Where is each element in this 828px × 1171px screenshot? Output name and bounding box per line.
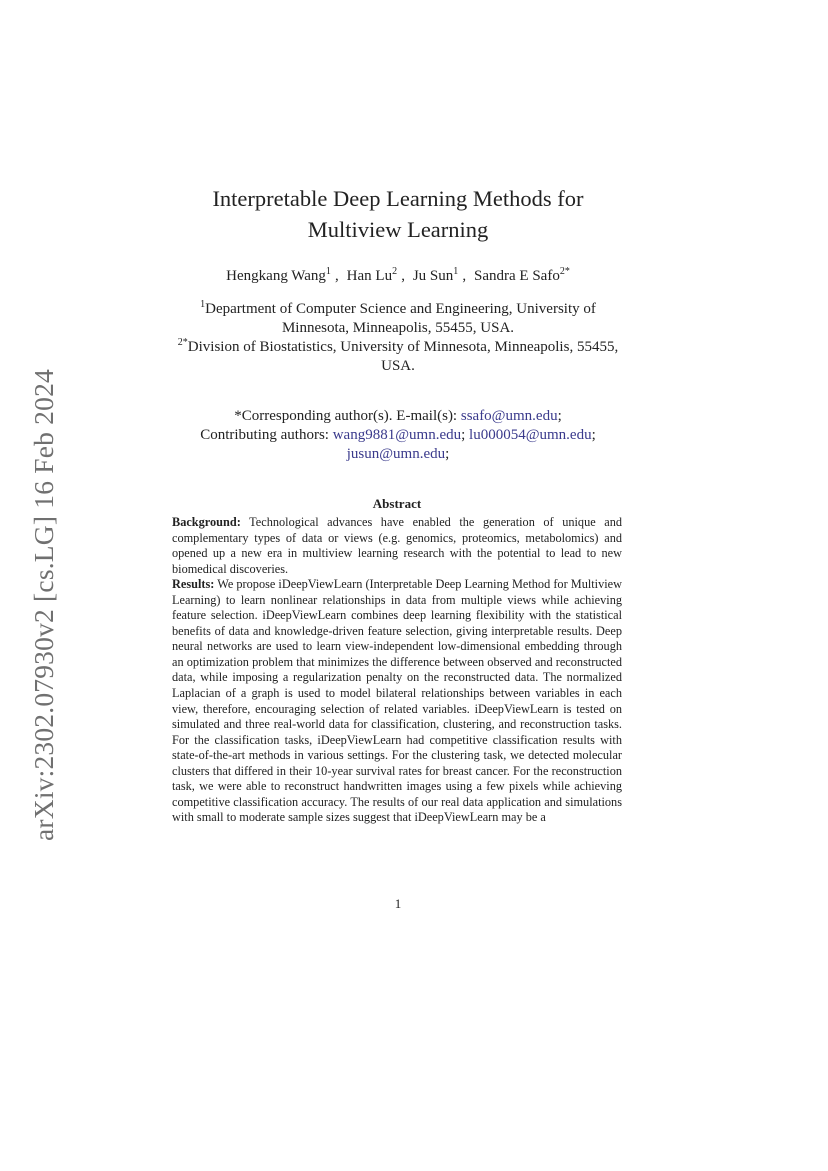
contributing-email-link[interactable]: wang9881@umn.edu: [332, 427, 462, 443]
abstract-results: [172, 577, 622, 826]
correspondence-block: *Corresponding author(s). E-mail(s): ssafo@umn.edu; Contributing authors: wang9881@umn.edu; lu000054@umn.edu; jusun@umn.edu;: [200, 408, 596, 462]
author-affiliation-mark: 2: [392, 266, 398, 277]
abstract-background: [172, 515, 622, 577]
author-list: Hengkang Wang$^1$ , Han Lu$^2$ , Ju Sun$^1$ , Sandra E Safo$^{2*}$: [226, 266, 570, 284]
background-label: Background:: [172, 515, 241, 529]
paper-title: [150, 183, 646, 245]
affiliation-line: Division of Biostatistics, University of Minnesota, Minneapolis, 55455,: [187, 339, 619, 355]
author-name: Han Lu: [346, 268, 393, 284]
author-name: Sandra E Safo: [474, 268, 560, 284]
author-name: Hengkang Wang: [226, 268, 326, 284]
affiliation-line: Department of Computer Science and Engineering, University of: [205, 301, 596, 317]
affiliation-line: USA.: [381, 357, 415, 374]
affiliation-2: [150, 338, 646, 375]
page-number: 1: [394, 896, 402, 911]
corresponding-email-link[interactable]: ssafo@umn.edu: [460, 408, 558, 424]
corresponding-label: *Corresponding author(s). E-mail(s):: [234, 408, 461, 424]
abstract-body: [172, 515, 622, 826]
author-affiliation-mark: 1: [453, 266, 459, 277]
contributing-label: Contributing authors:: [200, 427, 333, 443]
arxiv-sidebar: [22, 360, 66, 850]
author-name: Ju Sun: [412, 268, 454, 284]
results-label: Results:: [172, 577, 215, 592]
title-line-2: Multiview Learning: [307, 217, 489, 242]
results-text: We propose iDeepViewLearn (Interpretable Deep Learning Method for Multiview Learning) to learn nonlinear relationships in data from multiple views while achieving feature selection. iDeepViewLearn combines deep learning flexibility with the statistical benefits of data and knowledge-driven feature selection, giving interpretable results. Deep neural networks are used to learn view-independent low-dimensional embedding through an optimization problem that minimizes the difference between observed and reconstructed data, while imposing a regularization penalty on the reconstructed data. The normalized Laplacian of a graph is used to model bilateral relationships between variables in each view, therefore, encouraging selection of related variables. iDeepViewLearn is tested on simulated and three real-world data for classification, clustering, and reconstruction tasks. For the classification tasks, iDeepViewLearn had competitive classification results with state-of-the-art methods in various settings. For the clustering task, we detected molecular clusters that differed in their 10-year survival rates for breast cancer. For the reconstruction task, we were able to reconstruct handwritten images using a few pixels while achieving competitive classification accuracy. The results of our real data application and simulations with small to moderate sample sizes suggest that iDeepViewLearn may be a: [172, 577, 622, 825]
arxiv-identifier: arXiv:2302.07930v2 [cs.LG] 16 Feb 2024: [28, 369, 59, 841]
affiliation-1: [150, 300, 646, 337]
affiliation-mark: 2*: [177, 337, 188, 348]
affiliation-mark: 1: [200, 299, 206, 310]
author-affiliation-mark: 2*: [559, 266, 570, 277]
background-text: Technological advances have enabled the generation of unique and complementary types of data or views (e.g. genomics, proteomics, metabolomics) and opened up a new era in multiview learning research with the potential to lead to new biomedical discoveries.: [172, 515, 622, 576]
abstract-heading: Abstract: [372, 496, 422, 511]
title-line-1: Interpretable Deep Learning Methods for: [212, 186, 584, 211]
author-affiliation-mark: 1: [325, 266, 331, 277]
affiliation-line: Minnesota, Minneapolis, 55455, USA.: [281, 319, 515, 336]
contributing-email-link[interactable]: jusun@umn.edu: [346, 446, 446, 462]
contributing-email-link[interactable]: lu000054@umn.edu: [469, 427, 592, 443]
